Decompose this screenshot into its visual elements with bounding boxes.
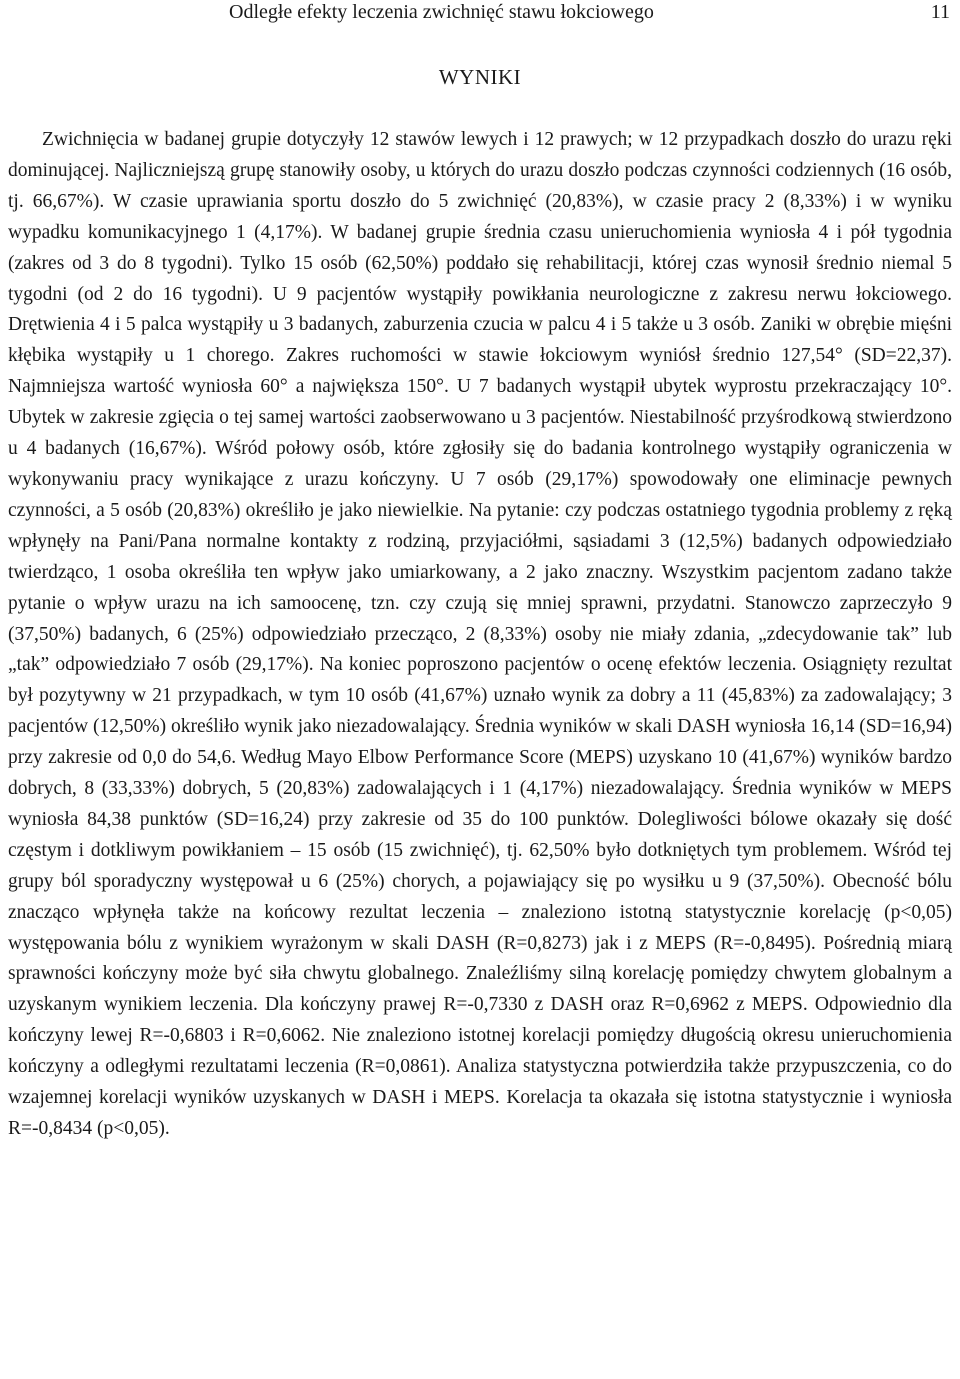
page-number: 11 [930, 1, 950, 23]
section-heading: WYNIKI [438, 65, 522, 89]
running-title: Odległe efekty leczenia zwichnięć stawu łokciowego [229, 1, 654, 23]
running-header [0, 0, 960, 28]
results-paragraph: Zwichnięcia w badanej grupie dotyczyły 12 stawów lewych i 12 prawych; w 12 przypadkach doszło do urazu ręki dominującej. Najliczniejszą grupę stanowiły osoby, u których do urazu doszło podczas czynności codziennych (16 osób, tj. 66,67%). W czasie uprawiania sportu doszło do 5 zwichnięć (20,83%), w czasie pracy 2 (8,33%) i w wyniku wypadku komunikacyjnego 1 (4,17%). W badanej grupie średnia czasu unieruchomienia wyniosła 4 i pół tygodnia (zakres od 3 do 8 tygodni). Tylko 15 osób (62,50%) poddało się rehabilitacji, której czas wynosił średnio niemal 5 tygodni (od 2 do 16 tygodni). U 9 pacjentów wystąpiły powikłania neurologiczne z zakresu nerwu łokciowego. Drętwienia 4 i 5 palca wystąpiły u 3 badanych, zaburzenia czucia w palcu 4 i 5 także u 3 osób. Zaniki w obrębie mięśni kłębika wystąpiły u 1 chorego. Zakres ruchomości w stawie łokciowym wyniósł średnio 127,54° (SD=22,37). Najmniejsza wartość wyniosła 60° a największa 150°. U 7 badanych wystąpił ubytek wyprostu przekraczający 10°. Ubytek w zakresie zgięcia o tej samej wartości zaobserwowano u 3 pacjentów. Niestabilność przyśrodkową stwierdzono u 4 badanych (16,67%). Wśród połowy osób, które zgłosiły się do badania kontrolnego wystąpiły ograniczenia w wykonywaniu pracy wynikające z urazu kończyny. U 7 osób (29,17%) spowodowały one eliminacje pewnych czynności, a 5 osób (20,83%) określiło je jako niewielkie. Na pytanie: czy podczas ostatniego tygodnia problemy z ręką wpłynęły na Pani/Pana normalne kontakty z rodziną, przyjaciółmi, sąsiadami 3 (12,5%) badanych odpowiedziało twierdząco, 1 osoba określiła ten wpływ jako umiarkowany, a 2 jako znaczny. Wszystkim pacjentom zadano także pytanie o wpływ urazu na ich samoocenę, tzn. czy czują się mniej sprawni, przydatni. Stanowczo zaprzeczyło 9 (37,50%) badanych, 6 (25%) odpowiedziało przecząco, 2 (8,33%) osoby nie miały zdania, „zdecydowanie tak” lub „tak” odpowiedziało 7 osób (29,17%). Na koniec poproszono pacjentów o ocenę efektów leczenia. Osiągnięty rezultat był pozytywny w 21 przypadkach, w tym 10 osób (41,67%) uznało wynik za dobry a 11 (45,83%) za zadowalający; 3 pacjentów (12,50%) określiło wynik jako niezadowalający. Średnia wyników w skali DASH wyniosła 16,14 (SD=16,94) przy zakresie od 0,0 do 54,6. Według Mayo Elbow Performance Score (MEPS) uzyskano 10 (41,67%) wyników bardzo dobrych, 8 (33,33%) dobrych, 5 (20,83%) zadowalających i 1 (4,17%) niezadowalający. Średnia wyników w MEPS wyniosła 84,38 punktów (SD=16,24) przy zakresie od 35 do 100 punktów. Dolegliwości bólowe okazały się dość częstym i dotkliwym powikłaniem – 15 osób (15 zwichnięć), tj. 62,50% było dotkniętych tym problemem. Wśród tej grupy ból sporadyczny występował u 6 (25%) chorych, a pojawiający się po wysiłku u 9 (37,50%). Obecność bólu znacząco wpłynęła także na końcowy rezultat leczenia – znaleziono istotną statystycznie korelację (p<0,05) występowania bólu z wynikiem wyrażonym w skali DASH (R=0,8273) jak i z MEPS (R=-0,8495). Pośrednią miarą sprawności kończyny może być siła chwytu globalnego. Znaleźliśmy silną korelację pomiędzy chwytem globalnym a uzyskanym wynikiem leczenia. Dla kończyny prawej R=-0,7330 z DASH oraz R=0,6962 z MEPS. Odpowiednio dla kończyny lewej R=-0,6803 i R=0,6062. Nie znaleziono istotnej korelacji pomiędzy długością okresu unieruchomienia kończyny a odległymi rezultatami leczenia (R=0,0861). Analiza statystyczna potwierdziła także przypuszczenia, co do wzajemnej korelacji wyników uzyskanych w DASH i MEPS. Korelacja ta okazała się istotna statystycznie i wyniosła R=-0,8434 (p<0,05). [8, 129, 952, 1139]
